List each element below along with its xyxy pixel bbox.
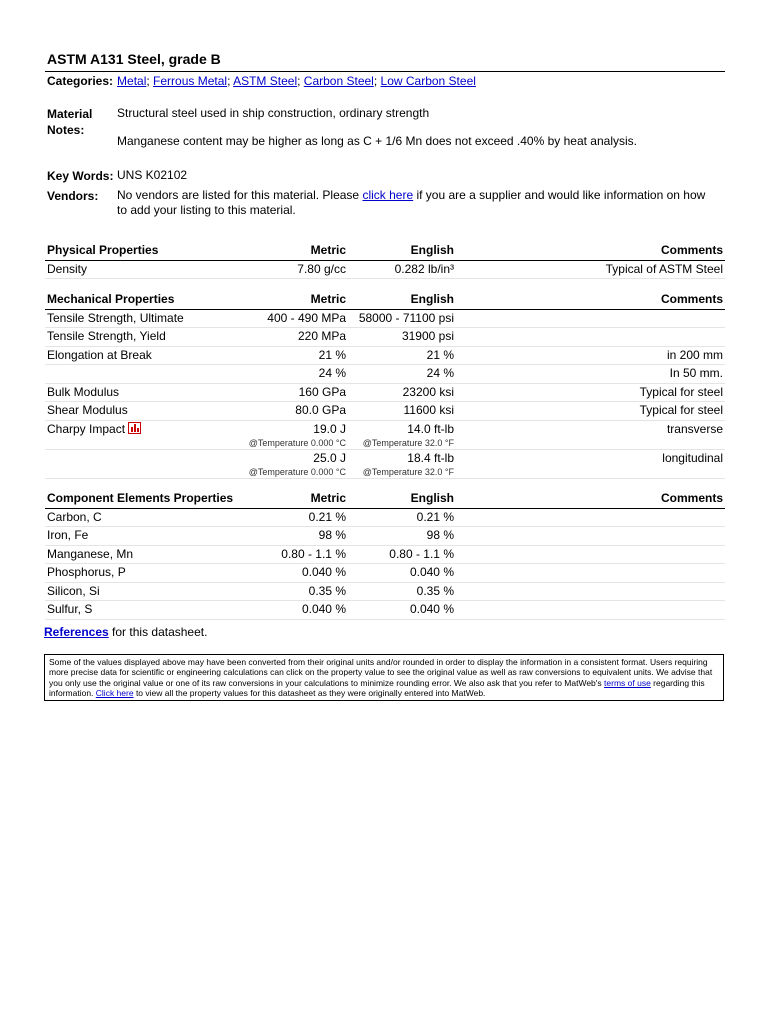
metric-value[interactable]: 0.80 - 1.1 %	[239, 545, 348, 564]
table-row	[45, 383, 725, 402]
table-row	[45, 365, 725, 384]
table-header-row	[45, 291, 725, 309]
comment	[456, 309, 725, 328]
english-value-text: 14.0 ft-lb	[407, 421, 454, 436]
english-value[interactable]	[348, 420, 456, 449]
metric-value[interactable]: 21 %	[239, 346, 348, 365]
categories-line: Categories: Metal; Ferrous Metal; ASTM Steel; Carbon Steel; Low Carbon Steel	[47, 74, 476, 88]
english-value[interactable]	[348, 449, 456, 478]
english-value[interactable]: 0.80 - 1.1 %	[348, 545, 456, 564]
notice-text-3: to view all the property values for this datasheet as they were originally entered into MatWeb.	[133, 687, 486, 698]
comment	[456, 564, 725, 583]
header-property: Component Elements Properties	[45, 490, 239, 508]
metric-value[interactable]: 98 %	[239, 527, 348, 546]
material-notes-line-1: Structural steel used in ship construction, ordinary strength	[117, 106, 430, 120]
references-link[interactable]: References	[44, 625, 109, 639]
vendors-label: Vendors:	[47, 189, 99, 203]
metric-value[interactable]: 0.21 %	[239, 508, 348, 527]
header-property: Mechanical Properties	[45, 291, 239, 309]
material-notes-label: Material Notes:	[47, 107, 93, 137]
english-value[interactable]: 0.040 %	[348, 564, 456, 583]
table-row	[45, 420, 725, 449]
metric-value[interactable]: 160 GPa	[239, 383, 348, 402]
comment: longitudinal	[456, 449, 725, 478]
categories-label: Categories:	[47, 74, 114, 88]
comment	[456, 527, 725, 546]
comment: Typical of ASTM Steel	[456, 260, 725, 279]
property-name	[45, 449, 239, 478]
metric-value-text: 25.0 J	[313, 450, 346, 465]
original-values-click-here-link[interactable]: Click here	[95, 687, 134, 698]
notice-text-2: regarding this information.	[49, 677, 705, 698]
property-name	[45, 420, 239, 449]
english-value[interactable]: 98 %	[348, 527, 456, 546]
table-row	[45, 545, 725, 564]
key-words-value: UNS K02102	[117, 168, 188, 182]
header-english: English	[348, 242, 456, 260]
property-name: Iron, Fe	[45, 527, 239, 546]
english-value[interactable]: 0.21 %	[348, 508, 456, 527]
english-value[interactable]: 21 %	[348, 346, 456, 365]
property-name: Shear Modulus	[45, 402, 239, 421]
comment	[456, 601, 725, 620]
references-line	[44, 625, 207, 639]
table-row	[45, 564, 725, 583]
comment: Typical for steel	[456, 383, 725, 402]
table-header-row	[45, 242, 725, 260]
metric-value[interactable]	[239, 449, 348, 478]
vendors-click-here-link[interactable]: click here	[362, 188, 414, 202]
table-row	[45, 346, 725, 365]
header-metric: Metric	[239, 242, 348, 260]
metric-value[interactable]: 0.040 %	[239, 601, 348, 620]
header-metric: Metric	[239, 291, 348, 309]
key-words-label: Key Words:	[47, 169, 114, 183]
property-name	[45, 365, 239, 384]
comment	[456, 545, 725, 564]
header-english: English	[348, 291, 456, 309]
english-value[interactable]: 11600 ksi	[348, 402, 456, 421]
property-name: Elongation at Break	[45, 346, 239, 365]
header-english: English	[348, 490, 456, 508]
property-name: Tensile Strength, Ultimate	[45, 309, 239, 328]
comment: In 50 mm.	[456, 365, 725, 384]
property-name: Sulfur, S	[45, 601, 239, 620]
metric-condition: @Temperature 0.000 °C	[248, 466, 346, 477]
vendors-text-after: if you are a supplier and would like information on how to add your listing to this material.	[117, 188, 706, 217]
property-name: Tensile Strength, Yield	[45, 328, 239, 347]
english-value[interactable]: 0.35 %	[348, 582, 456, 601]
metric-value[interactable]: 220 MPa	[239, 328, 348, 347]
category-link-astm-steel[interactable]: ASTM Steel	[233, 74, 298, 88]
english-value[interactable]: 23200 ksi	[348, 383, 456, 402]
header-property: Physical Properties	[45, 242, 239, 260]
category-link-low-carbon-steel[interactable]: Low Carbon Steel	[380, 74, 476, 88]
property-name: Bulk Modulus	[45, 383, 239, 402]
bar-chart-icon[interactable]	[128, 422, 141, 434]
english-value[interactable]: 31900 psi	[348, 328, 456, 347]
vendors-text	[117, 188, 717, 218]
physical-properties-table	[45, 242, 725, 279]
header-comments: Comments	[456, 291, 725, 309]
metric-value[interactable]: 0.35 %	[239, 582, 348, 601]
header-comments: Comments	[456, 490, 725, 508]
comment	[456, 582, 725, 601]
property-name: Silicon, Si	[45, 582, 239, 601]
page-title: ASTM A131 Steel, grade B	[47, 51, 221, 67]
table-row	[45, 449, 725, 478]
metric-value[interactable]: 400 - 490 MPa	[239, 309, 348, 328]
category-link-metal[interactable]: Metal	[117, 74, 147, 88]
header-comments: Comments	[456, 242, 725, 260]
table-row	[45, 402, 725, 421]
table-row	[45, 527, 725, 546]
table-row	[45, 309, 725, 328]
english-condition: @Temperature 32.0 °F	[362, 466, 454, 477]
english-condition: @Temperature 32.0 °F	[362, 437, 454, 448]
table-row	[45, 508, 725, 527]
mechanical-properties-table	[45, 291, 725, 479]
metric-value[interactable]: 24 %	[239, 365, 348, 384]
title-divider	[45, 71, 725, 72]
notice-text-1: Some of the values displayed above may have been converted from their original units and/or rounded in order to display the information in a consistent format. Users requiring more precise data for scientific or engineering calculations can click on the property value to see the original value as well as raw conversions to equivalent units. We advise that you only use the original value or one of its raw conversions in your calculations to minimize rounding error. We also ask that you refer to MatWeb's	[49, 657, 713, 688]
metric-value[interactable]: 0.040 %	[239, 564, 348, 583]
category-link-ferrous-metal[interactable]: Ferrous Metal	[153, 74, 228, 88]
property-name: Manganese, Mn	[45, 545, 239, 564]
english-value[interactable]: 0.282 lb/in³	[348, 260, 456, 279]
comment	[456, 328, 725, 347]
material-notes-line-2: Manganese content may be higher as long as C + 1/6 Mn does not exceed .40% by heat analysis.	[117, 134, 637, 148]
terms-of-use-link[interactable]: terms of use	[604, 677, 651, 688]
english-value[interactable]: 24 %	[348, 365, 456, 384]
metric-value[interactable]: 7.80 g/cc	[239, 260, 348, 279]
comment: Typical for steel	[456, 402, 725, 421]
component-elements-table	[45, 490, 725, 620]
property-name: Phosphorus, P	[45, 564, 239, 583]
conversion-notice	[44, 654, 724, 701]
vendors-text-before: No vendors are listed for this material. Please	[117, 188, 363, 202]
metric-value-text: 19.0 J	[313, 421, 346, 436]
charpy-impact-label: Charpy Impact	[47, 421, 126, 436]
comment: in 200 mm	[456, 346, 725, 365]
comment	[456, 508, 725, 527]
header-metric: Metric	[239, 490, 348, 508]
table-header-row	[45, 490, 725, 508]
property-name: Carbon, C	[45, 508, 239, 527]
english-value-text: 18.4 ft-lb	[407, 450, 454, 465]
metric-value[interactable]: 80.0 GPa	[239, 402, 348, 421]
table-row	[45, 328, 725, 347]
english-value[interactable]: 0.040 %	[348, 601, 456, 620]
property-name: Density	[45, 260, 239, 279]
comment: transverse	[456, 420, 725, 449]
table-row	[45, 260, 725, 279]
references-text: for this datasheet.	[108, 625, 208, 639]
metric-value[interactable]	[239, 420, 348, 449]
english-value[interactable]: 58000 - 71100 psi	[348, 309, 456, 328]
category-link-carbon-steel[interactable]: Carbon Steel	[303, 74, 374, 88]
table-row	[45, 601, 725, 620]
table-row	[45, 582, 725, 601]
metric-condition: @Temperature 0.000 °C	[248, 437, 346, 448]
